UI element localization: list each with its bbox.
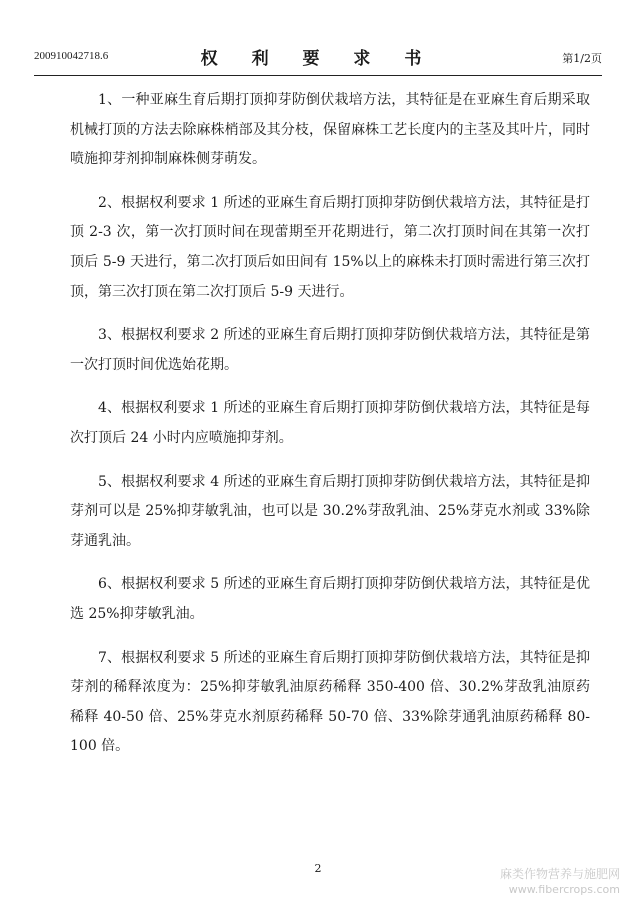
claim-4: 4、根据权利要求 1 所述的亚麻生育后期打顶抑芽防倒伏栽培方法，其特征是每次打顶后 24 小时内应喷施抑芽剂。 [70, 400, 590, 446]
claim-2: 2、根据权利要求 1 所述的亚麻生育后期打顶抑芽防倒伏栽培方法，其特征是打顶 2-3 次，第一次打顶时间在现蕾期至开花期进行，第二次打顶时间在其第一次打顶后 5-9 天进行，第二次打顶后如田间有 15%以上的麻株未打顶时需进行第三次打顶，第三次打顶在第二次打顶后 5-9 天进行。 [70, 194, 590, 300]
watermark-url: www.fibercrops.com [508, 883, 620, 896]
claim-7: 7、根据权利要求 5 所述的亚麻生育后期打顶抑芽防倒伏栽培方法，其特征是抑芽剂的稀释浓度为：25%抑芽敏乳油原药稀释 350-400 倍、30.2%芽敌乳油原药稀释 40-50 倍、25%芽克水剂原药稀释 50-70 倍、33%除芽通乳油原药稀释 80-100 倍。 [70, 649, 590, 755]
page-header [34, 40, 602, 76]
application-number: 200910042718.6 [34, 50, 109, 62]
watermark-site-name: 麻类作物营养与施肥网 [499, 867, 620, 881]
claims-body [70, 86, 590, 776]
header-divider [34, 75, 602, 76]
page-number: 2 [314, 862, 322, 875]
page-label: 第1/2页 [562, 52, 602, 65]
claim-6: 6、根据权利要求 5 所述的亚麻生育后期打顶抑芽防倒伏栽培方法，其特征是优选 25%抑芽敏乳油。 [70, 576, 590, 622]
document-title: 权 利 要 求 书 [200, 49, 436, 69]
claim-3: 3、根据权利要求 2 所述的亚麻生育后期打顶抑芽防倒伏栽培方法，其特征是第一次打顶时间优选始花期。 [70, 327, 590, 373]
site-watermark [500, 866, 620, 898]
claim-5: 5、根据权利要求 4 所述的亚麻生育后期打顶抑芽防倒伏栽培方法，其特征是抑芽剂可以是 25%抑芽敏乳油，也可以是 30.2%芽敌乳油、25%芽克水剂或 33%除芽通乳油。 [70, 473, 590, 549]
claim-1: 1、一种亚麻生育后期打顶抑芽防倒伏栽培方法，其特征是在亚麻生育后期采取机械打顶的方法去除麻株梢部及其分枝，保留麻株工艺长度内的主茎及其叶片，同时喷施抑芽剂抑制麻株侧芽萌发。 [70, 92, 590, 168]
